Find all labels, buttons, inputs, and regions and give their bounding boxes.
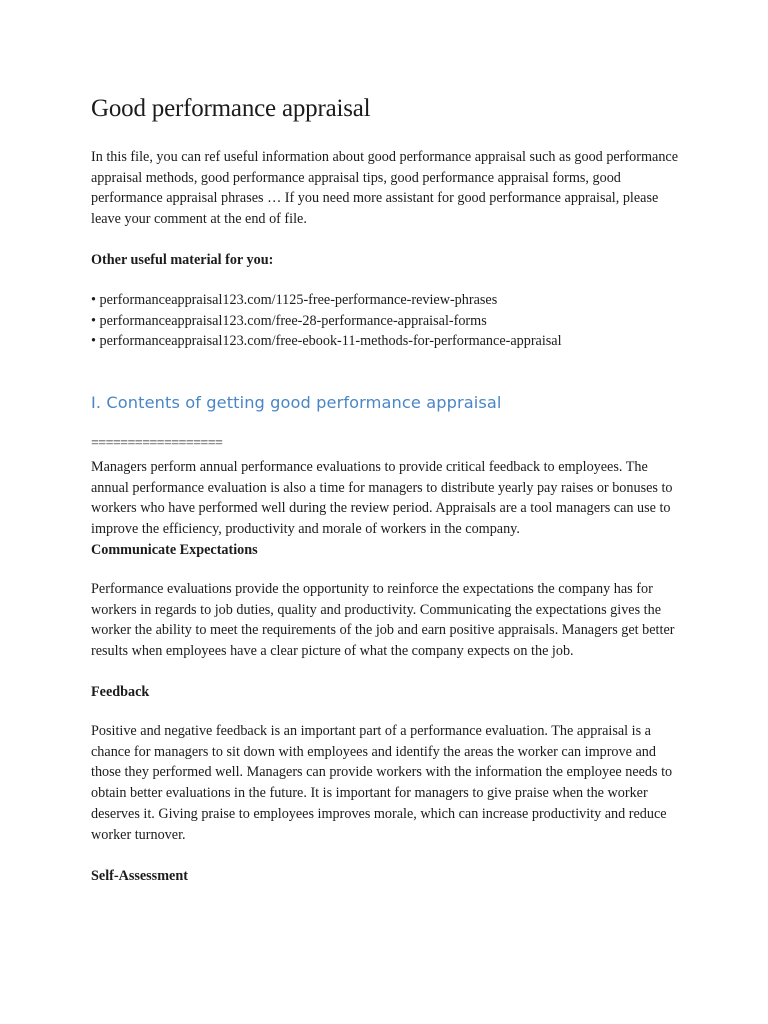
heading-self-assessment: Self-Assessment <box>91 868 188 884</box>
paragraph-intro-managers: Managers perform annual performance evaluations to provide critical feedback to employees. The annual performance evaluation is also a time for managers to distribute yearly pay raises or bonuses to workers who have performed well during the review period. Appraisals are a tool managers can use to improve the efficiency, productivity and morale of workers in the company. <box>91 459 673 538</box>
links-list <box>91 290 683 352</box>
intro-paragraph: In this file, you can ref useful information about good performance appraisal such as good performance appraisal methods, good performance appraisal tips, good performance appraisal forms, good performance appraisal phrases … If you need more assistant for good performance appraisal, please leave your comment at the end of file. <box>91 149 679 228</box>
divider-line: ================== <box>91 436 223 451</box>
heading-communicate-expectations: Communicate Expectations <box>91 542 258 558</box>
paragraph-feedback: Positive and negative feedback is an important part of a performance evaluation. The appraisal is a chance for managers to sit down with employees and identify the areas the worker can improve and those they performed well. Managers can provide workers with the information the employee needs to obtain better evaluations in the future. It is important for managers to give praise when the worker deserves it. Giving praise to employees improves morale, which can increase productivity and reduce worker turnover. <box>91 723 673 843</box>
paragraph-expectations: Performance evaluations provide the opportunity to reinforce the expectations the company has for workers in regards to job duties, quality and productivity. Communicating the expectations gives the worker the ability to meet the requirements of the job and earn positive appraisals. Managers get better results when employees have a clear picture of what the company expects on the job. <box>91 581 675 660</box>
heading-feedback: Feedback <box>91 684 150 700</box>
section-heading: I. Contents of getting good performance appraisal <box>91 393 502 412</box>
link-item[interactable]: • performanceappraisal123.com/free-ebook-11-methods-for-performance-appraisal <box>91 333 562 350</box>
link-item[interactable]: • performanceappraisal123.com/1125-free-performance-review-phrases <box>91 292 498 308</box>
other-material-label: Other useful material for you: <box>91 252 274 268</box>
document-title: Good performance appraisal <box>91 95 371 122</box>
link-item[interactable]: • performanceappraisal123.com/free-28-performance-appraisal-forms <box>91 312 487 329</box>
